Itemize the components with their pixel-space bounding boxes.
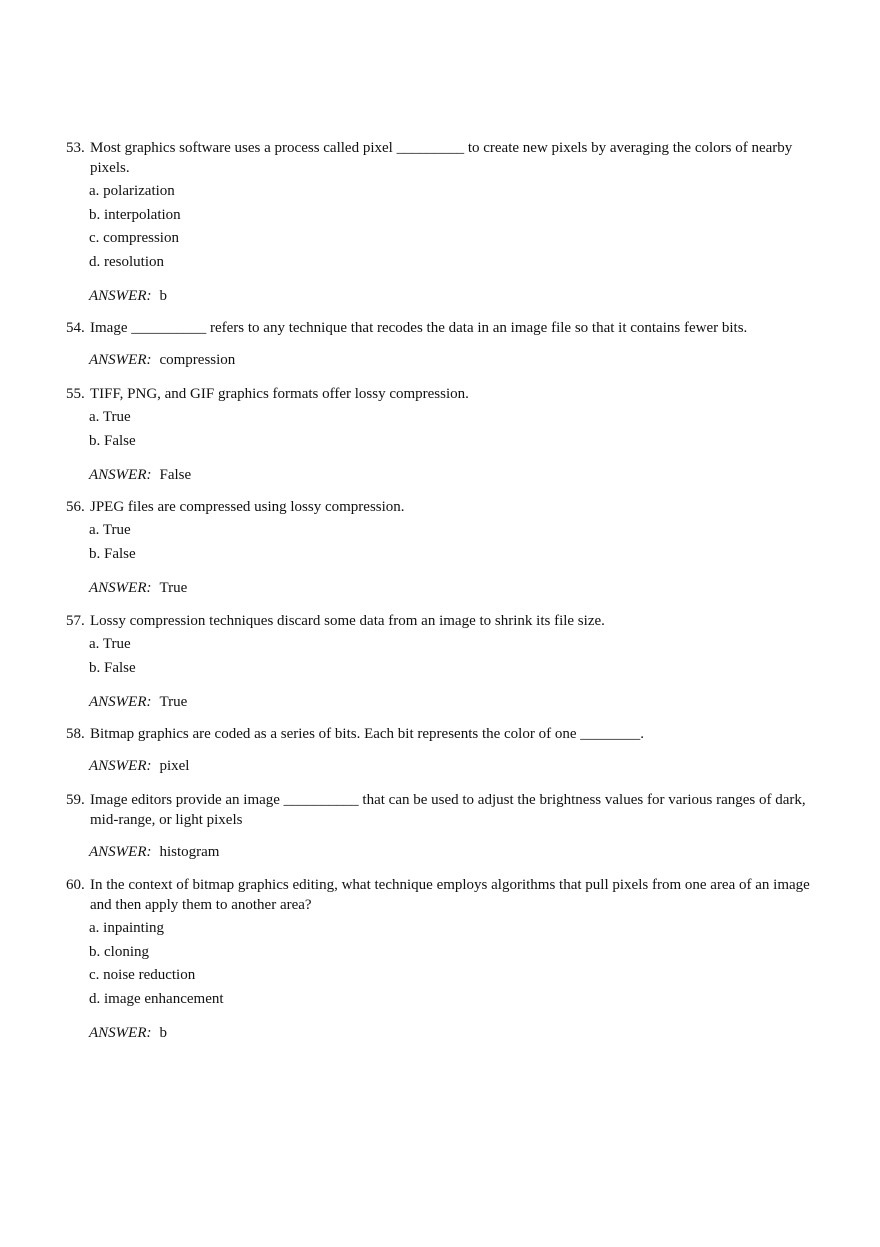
answer-value: b (159, 288, 167, 304)
option-b: b. False (89, 432, 136, 449)
answer-label: ANSWER: (89, 694, 152, 710)
option-a: a. True (89, 522, 131, 538)
question-text: Image editors provide an image __________ that can be used to adjust the brightness values for various ranges of dark, mid-range, or light pixels (90, 792, 806, 828)
question-number: 53. (66, 140, 85, 156)
question-59 (66, 790, 826, 862)
question-number: 59. (66, 792, 85, 808)
answer-value: b (159, 1025, 167, 1041)
question-number: 55. (66, 386, 85, 402)
answer-label: ANSWER: (89, 580, 152, 596)
question-58 (66, 724, 826, 776)
question-56 (66, 497, 826, 598)
question-number: 57. (66, 613, 85, 629)
option-b: b. False (89, 545, 136, 562)
question-54 (66, 318, 826, 370)
question-text: JPEG files are compressed using lossy compression. (90, 499, 405, 515)
answer-label: ANSWER: (89, 844, 152, 860)
option-list (89, 519, 826, 566)
answer-label: ANSWER: (89, 758, 152, 774)
question-57 (66, 611, 826, 712)
option-c: c. compression (89, 230, 179, 246)
option-b: b. interpolation (89, 206, 181, 223)
option-a: a. polarization (89, 183, 175, 199)
option-list (89, 406, 826, 453)
question-text: Image __________ refers to any technique that recodes the data in an image file so that it contains fewer bits. (90, 320, 748, 336)
question-60 (66, 875, 826, 1043)
answer-line (89, 465, 826, 485)
answer-value: pixel (159, 758, 190, 774)
question-number: 54. (66, 320, 85, 336)
answer-label: ANSWER: (89, 1025, 152, 1041)
question-number: 58. (66, 726, 85, 742)
option-list (89, 180, 826, 274)
option-d: d. image enhancement (89, 990, 224, 1007)
answer-label: ANSWER: (89, 352, 152, 368)
question-53 (66, 138, 826, 306)
answer-line (89, 350, 826, 370)
answer-line (89, 692, 826, 712)
question-number: 60. (66, 877, 85, 893)
answer-value: compression (159, 352, 236, 368)
question-text: TIFF, PNG, and GIF graphics formats offer lossy compression. (90, 386, 469, 402)
answer-value: True (159, 694, 188, 710)
answer-line (89, 756, 826, 776)
answer-label: ANSWER: (89, 467, 152, 483)
option-list (89, 917, 826, 1011)
option-b: b. False (89, 659, 136, 676)
answer-line (89, 286, 826, 306)
answer-label: ANSWER: (89, 288, 152, 304)
option-c: c. noise reduction (89, 967, 196, 983)
option-a: a. True (89, 409, 131, 425)
answer-line (89, 1023, 826, 1043)
question-text: Bitmap graphics are coded as a series of bits. Each bit represents the color of one ________. (90, 726, 644, 742)
answer-line (89, 578, 826, 598)
question-55 (66, 384, 826, 485)
option-a: a. inpainting (89, 920, 164, 936)
question-text: Lossy compression techniques discard some data from an image to shrink its file size. (90, 613, 605, 629)
option-b: b. cloning (89, 943, 149, 960)
question-number: 56. (66, 499, 85, 515)
answer-value: False (159, 467, 192, 483)
answer-value: histogram (159, 844, 220, 860)
option-d: d. resolution (89, 253, 164, 270)
answer-value: True (159, 580, 188, 596)
answer-line (89, 842, 826, 862)
question-text: In the context of bitmap graphics editing, what technique employs algorithms that pull pixels from one area of an image and then apply them to another area? (90, 877, 810, 913)
option-list (89, 633, 826, 680)
question-text: Most graphics software uses a process called pixel _________ to create new pixels by averaging the colors of nearby pixels. (90, 140, 793, 176)
option-a: a. True (89, 636, 131, 652)
